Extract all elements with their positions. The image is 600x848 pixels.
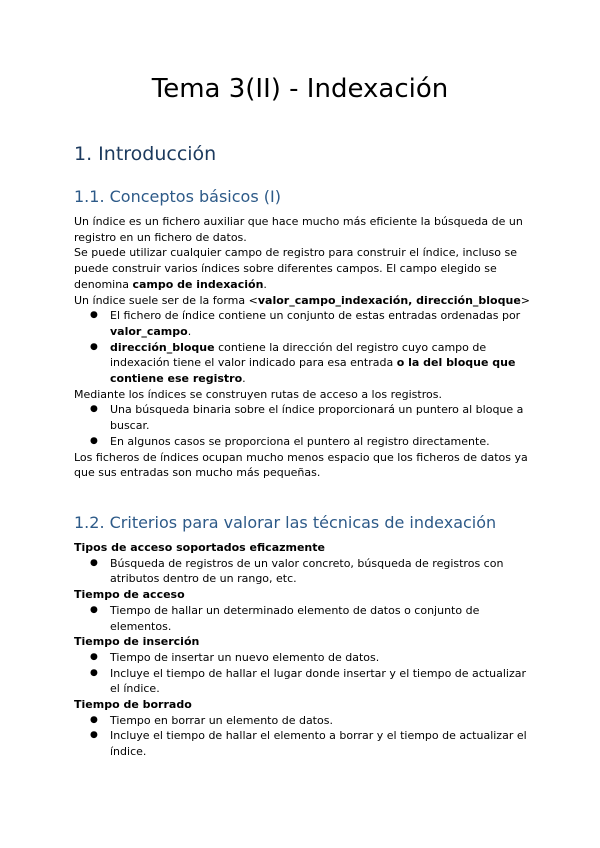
list-item: ● dirección_bloque contiene la dirección del registro cuyo campo de indexación tiene el valor indicado para esa entrada o la del bloque que contiene ese registro. [74, 340, 530, 387]
section-heading-introduccion: 1. Introducción [74, 143, 217, 165]
bullet-list [74, 650, 530, 697]
criterion-label: Tiempo de acceso [74, 588, 185, 602]
list-item: ● Tiempo de hallar un determinado elemento de datos o conjunto de elementos. [74, 603, 530, 634]
paragraph: Mediante los índices se construyen rutas de acceso a los registros. [74, 387, 442, 401]
paragraph: Un índice suele ser de la forma <valor_campo_indexación, dirección_bloque> [74, 293, 530, 307]
paragraph: Se puede utilizar cualquier campo de registro para construir el índice, incluso se puede construir varios índices sobre diferentes campos. El campo elegido se denomina campo de indexación. [74, 246, 518, 291]
bullet-list [74, 603, 530, 634]
conceptos-body [74, 214, 530, 481]
list-item: ● Tiempo en borrar un elemento de datos. [74, 713, 530, 729]
paragraph: Los ficheros de índices ocupan mucho menos espacio que los ficheros de datos ya que sus entradas son mucho más pequeñas. [74, 450, 528, 480]
bullet-list [74, 713, 530, 760]
list-item: ● Búsqueda de registros de un valor concreto, búsqueda de registros con atributos dentro de un rango, etc. [74, 556, 530, 587]
list-item: ● En algunos casos se proporciona el puntero al registro directamente. [74, 434, 530, 450]
list-item: ● Tiempo de insertar un nuevo elemento de datos. [74, 650, 530, 666]
list-item: ● El fichero de índice contiene un conjunto de estas entradas ordenadas por valor_campo. [74, 308, 530, 339]
list-item: ● Incluye el tiempo de hallar el elemento a borrar y el tiempo de actualizar el índice. [74, 728, 530, 759]
page-title: Tema 3(II) - Indexación [151, 74, 449, 104]
list-item: ● Una búsqueda binaria sobre el índice proporcionará un puntero al bloque a buscar. [74, 402, 530, 433]
subsection-heading-conceptos: 1.1. Conceptos básicos (I) [74, 187, 281, 206]
bullet-list [74, 308, 530, 387]
list-item: ● Incluye el tiempo de hallar el lugar donde insertar y el tiempo de actualizar el índice. [74, 666, 530, 697]
subsection-heading-criterios: 1.2. Criterios para valorar las técnicas de indexación [74, 513, 497, 532]
criterion-label: Tiempo de inserción [74, 635, 200, 649]
paragraph: Un índice es un fichero auxiliar que hace mucho más eficiente la búsqueda de un registro en un fichero de datos. [74, 215, 523, 244]
criterion-label: Tipos de acceso soportados eficazmente [74, 541, 325, 554]
criterios-body [74, 540, 530, 760]
bullet-list [74, 402, 530, 449]
criterion-label: Tiempo de borrado [74, 698, 192, 712]
bullet-list [74, 556, 530, 587]
